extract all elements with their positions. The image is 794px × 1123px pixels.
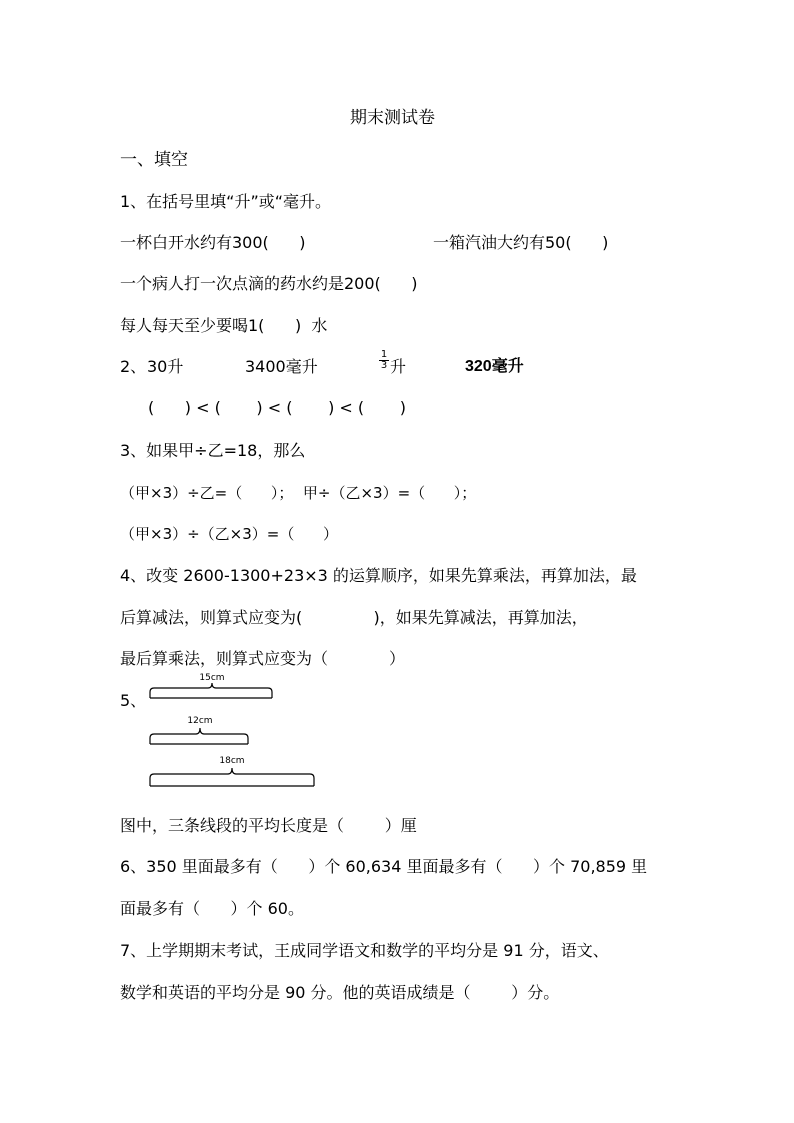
segment-diagram bbox=[140, 668, 330, 792]
q7-line-1: 7、上学期期末考试，王成同学语文和数学的平均分是 91 分，语文、 bbox=[120, 941, 609, 960]
segment-2-label: 12cm bbox=[187, 716, 213, 726]
fraction-numerator: 1 bbox=[380, 349, 388, 360]
q6-line-2: 面最多有（ ）个 60。 bbox=[120, 899, 304, 918]
q4-line-1: 4、改变 2600-1300+23×3 的运算顺序，如果先算乘法，再算加法，最 bbox=[120, 566, 637, 585]
q5-question: 图中，三条线段的平均长度是（ ）厘 bbox=[120, 816, 417, 835]
q1-item-c: 一个病人打一次点滴的药水约是200( ) bbox=[120, 274, 418, 293]
q3-stem: 3、如果甲÷乙=18，那么 bbox=[120, 441, 306, 460]
q2-item-1: 30升 bbox=[147, 357, 184, 376]
segment-3-label: 18cm bbox=[219, 756, 245, 766]
segment-3-brace bbox=[150, 768, 314, 786]
q2-number: 2、 bbox=[120, 357, 147, 376]
q2-item-2: 3400毫升 bbox=[245, 357, 318, 376]
fraction-denominator: 3 bbox=[380, 360, 388, 371]
q5-number: 5、 bbox=[120, 691, 147, 710]
q2-fraction-unit: 升 bbox=[390, 357, 407, 376]
segment-1-brace bbox=[150, 683, 272, 698]
q4-line-2: 后算减法，则算式应变为( )，如果先算减法，再算加法， bbox=[120, 608, 588, 627]
q3-line-2: （甲×3）÷（乙×3）=（ ） bbox=[120, 525, 338, 543]
section-heading: 一、填空 bbox=[120, 150, 188, 170]
q2-compare-blanks: ( ) < ( ) < ( ) < ( ) bbox=[148, 398, 406, 417]
page-title: 期末测试卷 bbox=[350, 108, 435, 128]
q2-item-4: 320毫升 bbox=[465, 358, 524, 375]
q7-line-2: 数学和英语的平均分是 90 分。他的英语成绩是（ ）分。 bbox=[120, 983, 560, 1002]
q1-item-b: 一箱汽油大约有50( ) bbox=[433, 233, 609, 252]
q1-item-a: 一杯白开水约有300( ) bbox=[120, 233, 306, 252]
segment-1-label: 15cm bbox=[199, 673, 225, 683]
q3-line-1: （甲×3）÷乙=（ ）； 甲÷（乙×3）=（ ）； bbox=[120, 484, 477, 502]
q4-line-3: 最后算乘法，则算式应变为（ ） bbox=[120, 649, 406, 668]
q1-item-d: 每人每天至少要喝1( ) 水 bbox=[120, 316, 328, 335]
q1-stem: 1、在括号里填“升”或“毫升。 bbox=[120, 192, 332, 211]
q2-fraction bbox=[379, 350, 389, 371]
segment-2-brace bbox=[150, 728, 248, 744]
q6-line-1: 6、350 里面最多有（ ）个 60,634 里面最多有（ ）个 70,859 里 bbox=[120, 857, 648, 876]
